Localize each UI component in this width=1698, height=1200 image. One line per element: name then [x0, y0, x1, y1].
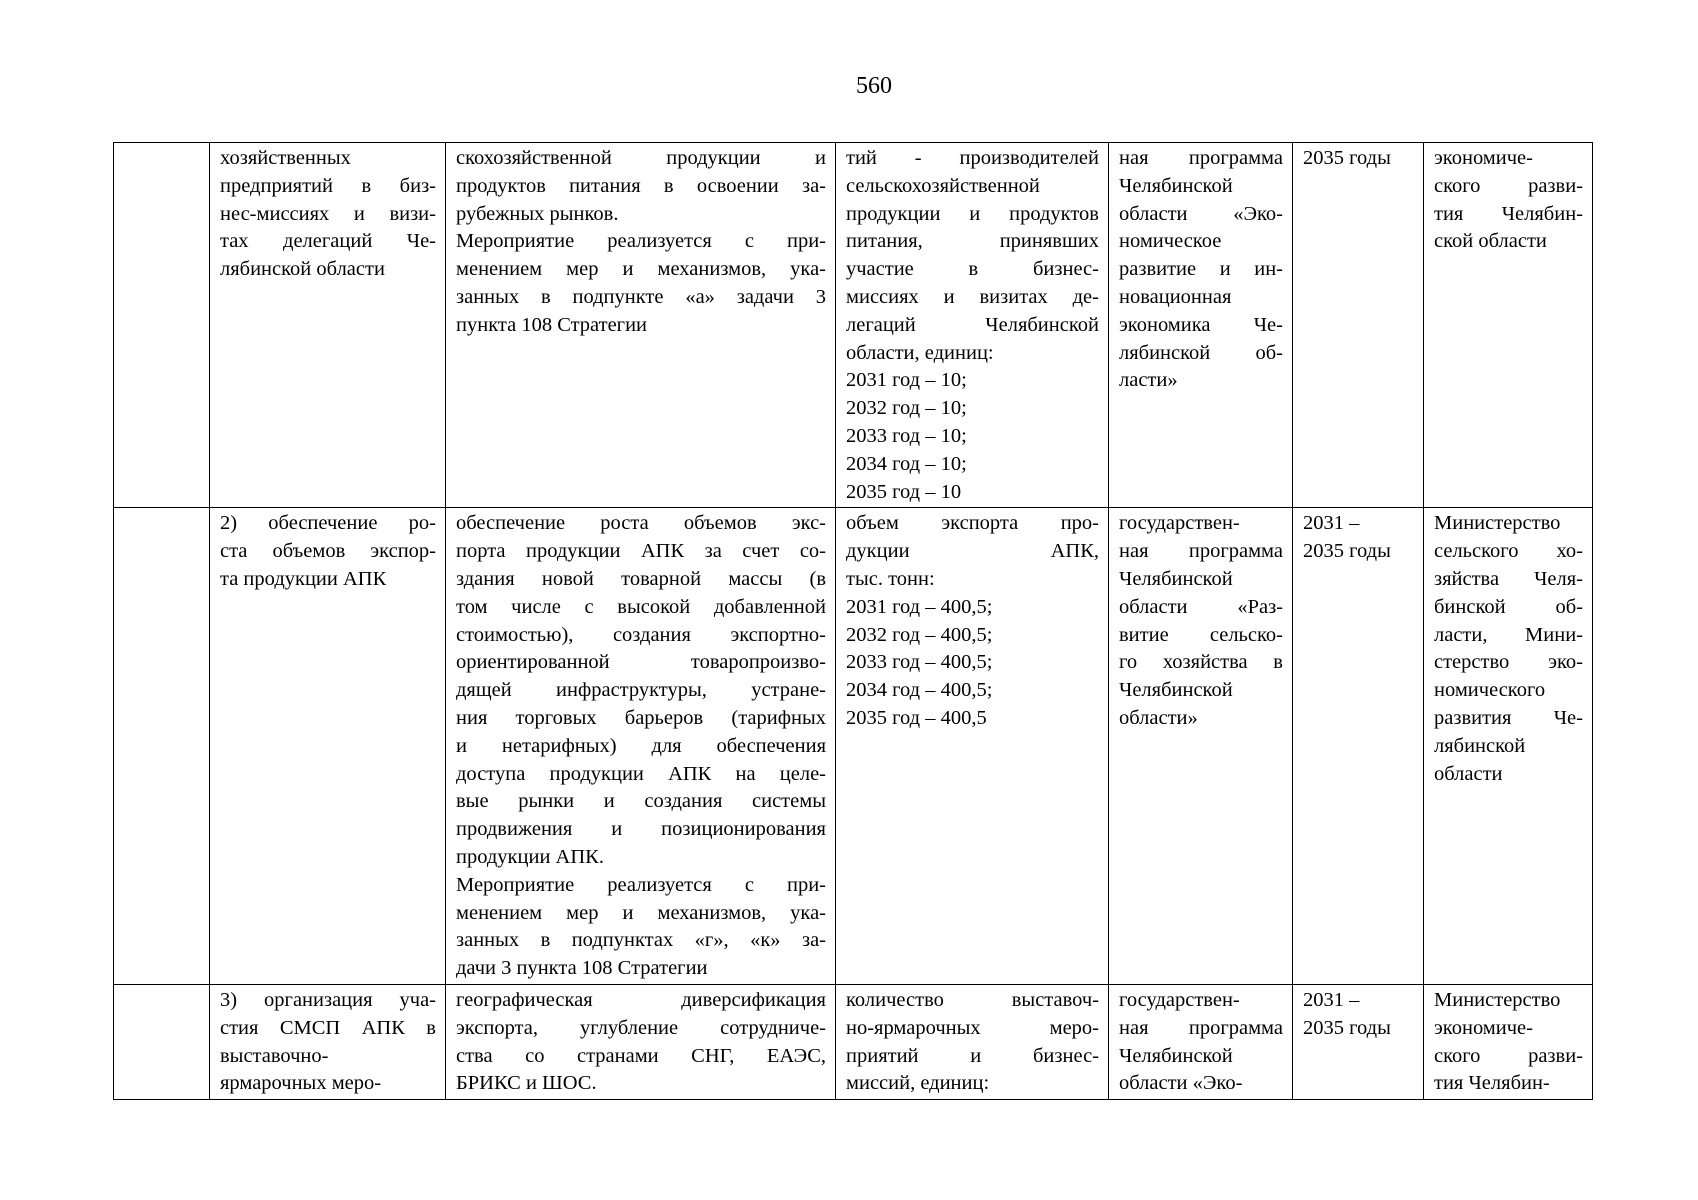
table-body: [114, 143, 1593, 1100]
cell-line: 2) обеспечение ро-: [220, 512, 436, 535]
cell-line: номическое: [1119, 230, 1222, 253]
cell-event: [210, 143, 446, 508]
cell-line: продвижения и позиционирования: [456, 818, 826, 841]
cell-line: скохозяйственной продукции и: [456, 147, 826, 169]
cell-line: 2035 годы: [1303, 147, 1391, 169]
cell-description: [446, 143, 836, 508]
cell-line: бинской об-: [1434, 595, 1583, 618]
cell-period: [1293, 508, 1424, 985]
cell-line: продуктов питания в освоении за-: [456, 174, 826, 197]
cell-line: количество выставоч-: [846, 988, 1099, 1011]
cell-line: ского разви-: [1434, 1044, 1583, 1067]
cell-line: дукции АПК,: [846, 540, 1099, 563]
cell-line: миссий, единиц:: [846, 1072, 990, 1095]
table-row: [114, 508, 1593, 985]
cell-line: продукции и продуктов: [846, 202, 1099, 225]
cell-line: экономика Че-: [1119, 313, 1283, 336]
cell-line: ского разви-: [1434, 174, 1583, 197]
cell-line: витие сельско-: [1119, 623, 1283, 646]
cell-line: доступа продукции АПК на целе-: [456, 762, 826, 785]
cell-line: экономиче-: [1434, 147, 1533, 169]
cell-line: 2034 год – 10;: [846, 452, 967, 475]
cell-line: ная программа: [1119, 147, 1283, 169]
cell-line: Челябинской: [1119, 679, 1233, 702]
cell-line: продукции АПК.: [456, 845, 604, 868]
cell-description: [446, 508, 836, 985]
cell-line: 2033 год – 10;: [846, 424, 967, 447]
cell-line: развития Че-: [1434, 706, 1583, 729]
cell-line: тах делегаций Че-: [220, 230, 436, 253]
cell-executor: [1424, 984, 1593, 1099]
cell-executor: [1424, 143, 1593, 508]
cell-line: занных в подпункте «а» задачи 3: [456, 285, 826, 308]
cell-period: [1293, 143, 1424, 508]
cell-line: сельского хо-: [1434, 540, 1583, 563]
cell-line: 2031 –: [1303, 512, 1360, 535]
cell-number: [114, 508, 210, 985]
cell-line: экспорта, углубление сотрудниче-: [456, 1016, 826, 1039]
table-row: [114, 984, 1593, 1099]
cell-line: географическая диверсификация: [456, 988, 826, 1011]
cell-line: дачи 3 пункта 108 Стратегии: [456, 957, 708, 980]
cell-line: области, единиц:: [846, 341, 994, 364]
cell-line: 2031 –: [1303, 988, 1360, 1011]
cell-line: приятий и бизнес-: [846, 1044, 1099, 1067]
cell-line: рубежных рынков.: [456, 202, 619, 225]
cell-line: Министерство: [1434, 512, 1561, 535]
cell-line: пункта 108 Стратегии: [456, 313, 648, 336]
cell-line: порта продукции АПК за счет со-: [456, 540, 826, 563]
cell-line: 3) организация уча-: [220, 988, 436, 1011]
cell-line: выставочно-: [220, 1044, 329, 1067]
cell-line: вые рынки и создания системы: [456, 790, 826, 813]
cell-line: ярмарочных меро-: [220, 1072, 382, 1095]
cell-line: стия СМСП АПК в: [220, 1016, 436, 1039]
cell-line: государствен-: [1119, 988, 1240, 1011]
cell-number: [114, 143, 210, 508]
cell-line: обеспечение роста объемов экс-: [456, 512, 826, 535]
cell-line: миссиях и визитах де-: [846, 285, 1099, 308]
cell-indicator: [836, 984, 1109, 1099]
cell-program: [1109, 143, 1293, 508]
cell-line: нес-миссиях и визи-: [220, 202, 436, 225]
cell-line: ная программа: [1119, 540, 1283, 563]
cell-line: 2034 год – 400,5;: [846, 679, 993, 702]
cell-line: зяйства Челя-: [1434, 567, 1583, 590]
cell-line: 2031 год – 400,5;: [846, 595, 993, 618]
cell-event: [210, 508, 446, 985]
cell-line: тия Челябин-: [1434, 1072, 1550, 1095]
cell-line: Челябинской: [1119, 1044, 1233, 1067]
cell-line: БРИКС и ШОС.: [456, 1072, 597, 1095]
cell-event: [210, 984, 446, 1099]
cell-line: 2032 год – 400,5;: [846, 623, 993, 646]
cell-line: Министерство: [1434, 988, 1561, 1011]
page-number: 560: [856, 73, 892, 99]
cell-line: Мероприятие реализуется с при-: [456, 873, 826, 896]
cell-line: 2035 год – 400,5: [846, 706, 987, 729]
cell-line: ласти, Мини-: [1434, 623, 1583, 646]
cell-line: лябинской об-: [1119, 341, 1283, 364]
strategy-table: [113, 142, 1593, 1100]
cell-line: Мероприятие реализуется с при-: [456, 230, 826, 253]
cell-description: [446, 984, 836, 1099]
cell-line: Челябинской: [1119, 174, 1233, 197]
cell-line: ста объемов экспор-: [220, 540, 436, 563]
cell-line: занных в подпунктах «г», «к» за-: [456, 929, 826, 952]
cell-line: стерство эко-: [1434, 651, 1583, 674]
cell-line: ласти»: [1119, 369, 1178, 392]
cell-line: здания новой товарной массы (в: [456, 567, 826, 590]
table-row: [114, 143, 1593, 508]
cell-line: тыс. тонн:: [846, 567, 935, 590]
cell-line: ства со странами СНГ, ЕАЭС,: [456, 1044, 826, 1067]
cell-line: 2031 год – 10;: [846, 369, 967, 392]
cell-line: области»: [1119, 706, 1198, 729]
cell-line: области «Эко-: [1119, 1072, 1243, 1095]
cell-line: питания, принявших: [846, 230, 1099, 253]
cell-line: новационная: [1119, 285, 1232, 308]
cell-line: менением мер и механизмов, ука-: [456, 901, 826, 924]
cell-line: том числе с высокой добавленной: [456, 595, 826, 618]
cell-executor: [1424, 508, 1593, 985]
cell-line: лябинской: [1434, 734, 1526, 757]
cell-line: 2033 год – 400,5;: [846, 651, 993, 674]
cell-line: развитие и ин-: [1119, 258, 1283, 281]
cell-line: государствен-: [1119, 512, 1240, 535]
cell-line: ориентированной товаропроизво-: [456, 651, 826, 674]
cell-line: хозяйственных: [220, 147, 351, 169]
cell-line: 2032 год – 10;: [846, 397, 967, 420]
cell-line: ской области: [1434, 230, 1547, 253]
cell-program: [1109, 984, 1293, 1099]
cell-line: тий - производителей: [846, 147, 1099, 169]
cell-line: объем экспорта про-: [846, 512, 1099, 535]
cell-indicator: [836, 143, 1109, 508]
cell-number: [114, 984, 210, 1099]
cell-line: и нетарифных) для обеспечения: [456, 734, 826, 757]
cell-line: го хозяйства в: [1119, 651, 1283, 674]
cell-indicator: [836, 508, 1109, 985]
cell-line: но-ярмарочных меро-: [846, 1016, 1099, 1039]
cell-line: экономиче-: [1434, 1016, 1533, 1039]
cell-line: сельскохозяйственной: [846, 174, 1040, 197]
cell-line: ния торговых барьеров (тарифных: [456, 706, 826, 729]
cell-line: ная программа: [1119, 1016, 1283, 1039]
cell-line: стоимостью), создания экспортно-: [456, 623, 826, 646]
cell-line: 2035 годы: [1303, 1016, 1391, 1039]
cell-line: области «Раз-: [1119, 595, 1283, 618]
cell-line: участие в бизнес-: [846, 258, 1099, 281]
cell-line: Челябинской: [1119, 567, 1233, 590]
cell-period: [1293, 984, 1424, 1099]
cell-line: 2035 год – 10: [846, 480, 962, 503]
cell-line: менением мер и механизмов, ука-: [456, 258, 826, 281]
cell-line: области «Эко-: [1119, 202, 1283, 225]
cell-line: области: [1434, 762, 1503, 785]
cell-program: [1109, 508, 1293, 985]
cell-line: предприятий в биз-: [220, 174, 436, 197]
cell-line: 2035 годы: [1303, 540, 1391, 563]
cell-line: та продукции АПК: [220, 567, 387, 590]
cell-line: дящей инфраструктуры, устране-: [456, 679, 826, 702]
cell-line: номического: [1434, 679, 1546, 702]
cell-line: лябинской области: [220, 258, 385, 281]
cell-line: легаций Челябинской: [846, 313, 1099, 336]
cell-line: тия Челябин-: [1434, 202, 1583, 225]
